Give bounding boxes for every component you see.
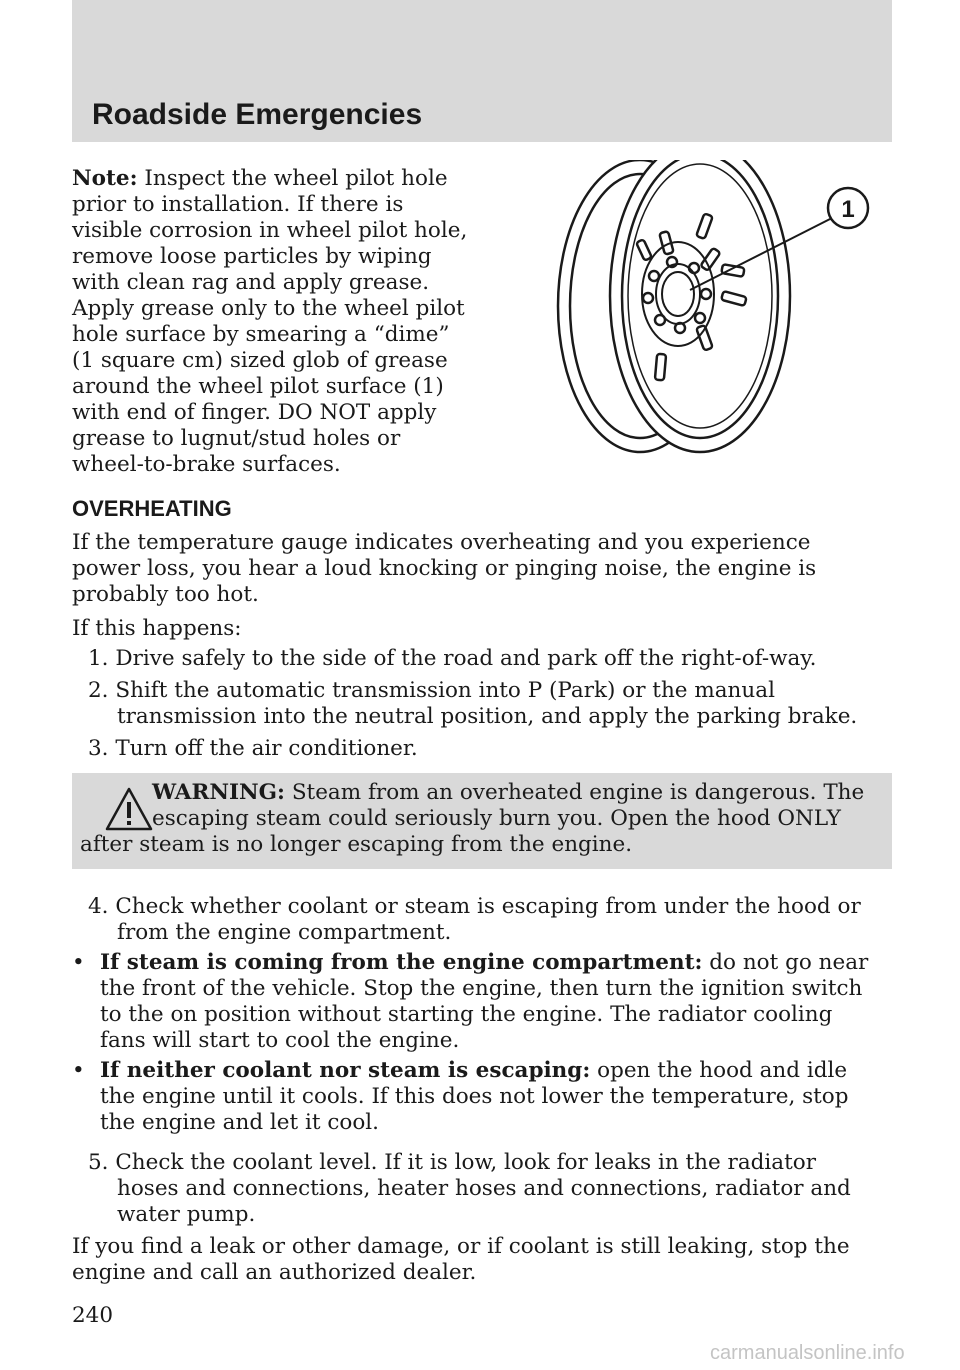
note-line: visible corrosion in wheel pilot hole, xyxy=(72,218,468,243)
bullet-1-label: If steam is coming from the engine compartment: xyxy=(100,950,703,975)
warning-triangle-icon xyxy=(104,786,154,832)
warning-text: Steam from an overheated engine is dangerous. The xyxy=(291,780,865,805)
bullet-1-text: do not go near xyxy=(709,950,869,975)
bullet-1-line: the front of the vehicle. Stop the engine, then turn the ignition switch xyxy=(100,976,863,1001)
note-line-1 xyxy=(72,166,448,192)
warning-line-3: after steam is no longer escaping from the engine. xyxy=(80,832,633,857)
bullet-dot: • xyxy=(72,1058,85,1083)
closing-line: engine and call an authorized dealer. xyxy=(72,1260,477,1285)
watermark: carmanualsonline.info xyxy=(710,1342,905,1364)
step-2: 2. Shift the automatic transmission into P (Park) or the manual xyxy=(88,678,775,703)
page-title: Roadside Emergencies xyxy=(92,98,423,131)
step-5-continued: hoses and connections, heater hoses and connections, radiator and xyxy=(117,1176,851,1201)
bullet-2-line-1 xyxy=(100,1058,847,1084)
step-1: 1. Drive safely to the side of the road and park off the right-of-way. xyxy=(88,646,817,671)
header-band xyxy=(72,0,892,142)
step-2-continued: transmission into the neutral position, and apply the parking brake. xyxy=(117,704,858,729)
note-text: Inspect the wheel pilot hole xyxy=(144,166,448,191)
wheel-front-rim xyxy=(610,160,790,452)
page-number: 240 xyxy=(72,1303,114,1328)
bullet-2-line: the engine and let it cool. xyxy=(100,1110,379,1135)
note-line: hole surface by smearing a “dime” xyxy=(72,322,450,347)
bullet-dot: • xyxy=(72,950,85,975)
note-label: Note: xyxy=(72,166,138,191)
bullet-1-line: to the on position without starting the engine. The radiator cooling xyxy=(100,1002,833,1027)
note-line: prior to installation. If there is xyxy=(72,192,404,217)
note-line: with clean rag and apply grease. xyxy=(72,270,430,295)
step-3: 3. Turn off the air conditioner. xyxy=(88,736,418,761)
closing-line: If you find a leak or other damage, or if coolant is still leaking, stop the xyxy=(72,1234,850,1259)
intro-line: If the temperature gauge indicates overheating and you experience xyxy=(72,530,811,555)
warning-line-2: escaping steam could seriously burn you. Open the hood ONLY xyxy=(152,806,841,831)
step-5-continued: water pump. xyxy=(117,1202,256,1227)
note-line: grease to lugnut/stud holes or xyxy=(72,426,401,451)
bullet-1-line-1 xyxy=(100,950,868,976)
bullet-2-line: the engine until it cools. If this does not lower the temperature, stop xyxy=(100,1084,849,1109)
step-5: 5. Check the coolant level. If it is low, look for leaks in the radiator xyxy=(88,1150,816,1175)
if-happens-line: If this happens: xyxy=(72,616,242,641)
note-line: Apply grease only to the wheel pilot xyxy=(72,296,465,321)
bullet-1-line: fans will start to cool the engine. xyxy=(100,1028,460,1053)
note-line: around the wheel pilot surface (1) xyxy=(72,374,444,399)
note-line: with end of finger. DO NOT apply xyxy=(72,400,437,425)
warning-line-1 xyxy=(152,780,864,806)
bullet-2-text: open the hood and idle xyxy=(597,1058,848,1083)
intro-line: probably too hot. xyxy=(72,582,259,607)
warning-label: WARNING: xyxy=(152,780,285,805)
intro-line: power loss, you hear a loud knocking or pinging noise, the engine is xyxy=(72,556,817,581)
wheel-illustration xyxy=(548,160,888,480)
step-4-continued: from the engine compartment. xyxy=(117,920,452,945)
bullet-2-label: If neither coolant nor steam is escaping: xyxy=(100,1058,591,1083)
note-line: wheel-to-brake surfaces. xyxy=(72,452,341,477)
section-heading: OVERHEATING xyxy=(72,496,232,521)
step-4: 4. Check whether coolant or steam is escaping from under the hood or xyxy=(88,894,861,919)
note-line: (1 square cm) sized glob of grease xyxy=(72,348,448,373)
callout-number: 1 xyxy=(841,196,855,223)
note-line: remove loose particles by wiping xyxy=(72,244,432,269)
